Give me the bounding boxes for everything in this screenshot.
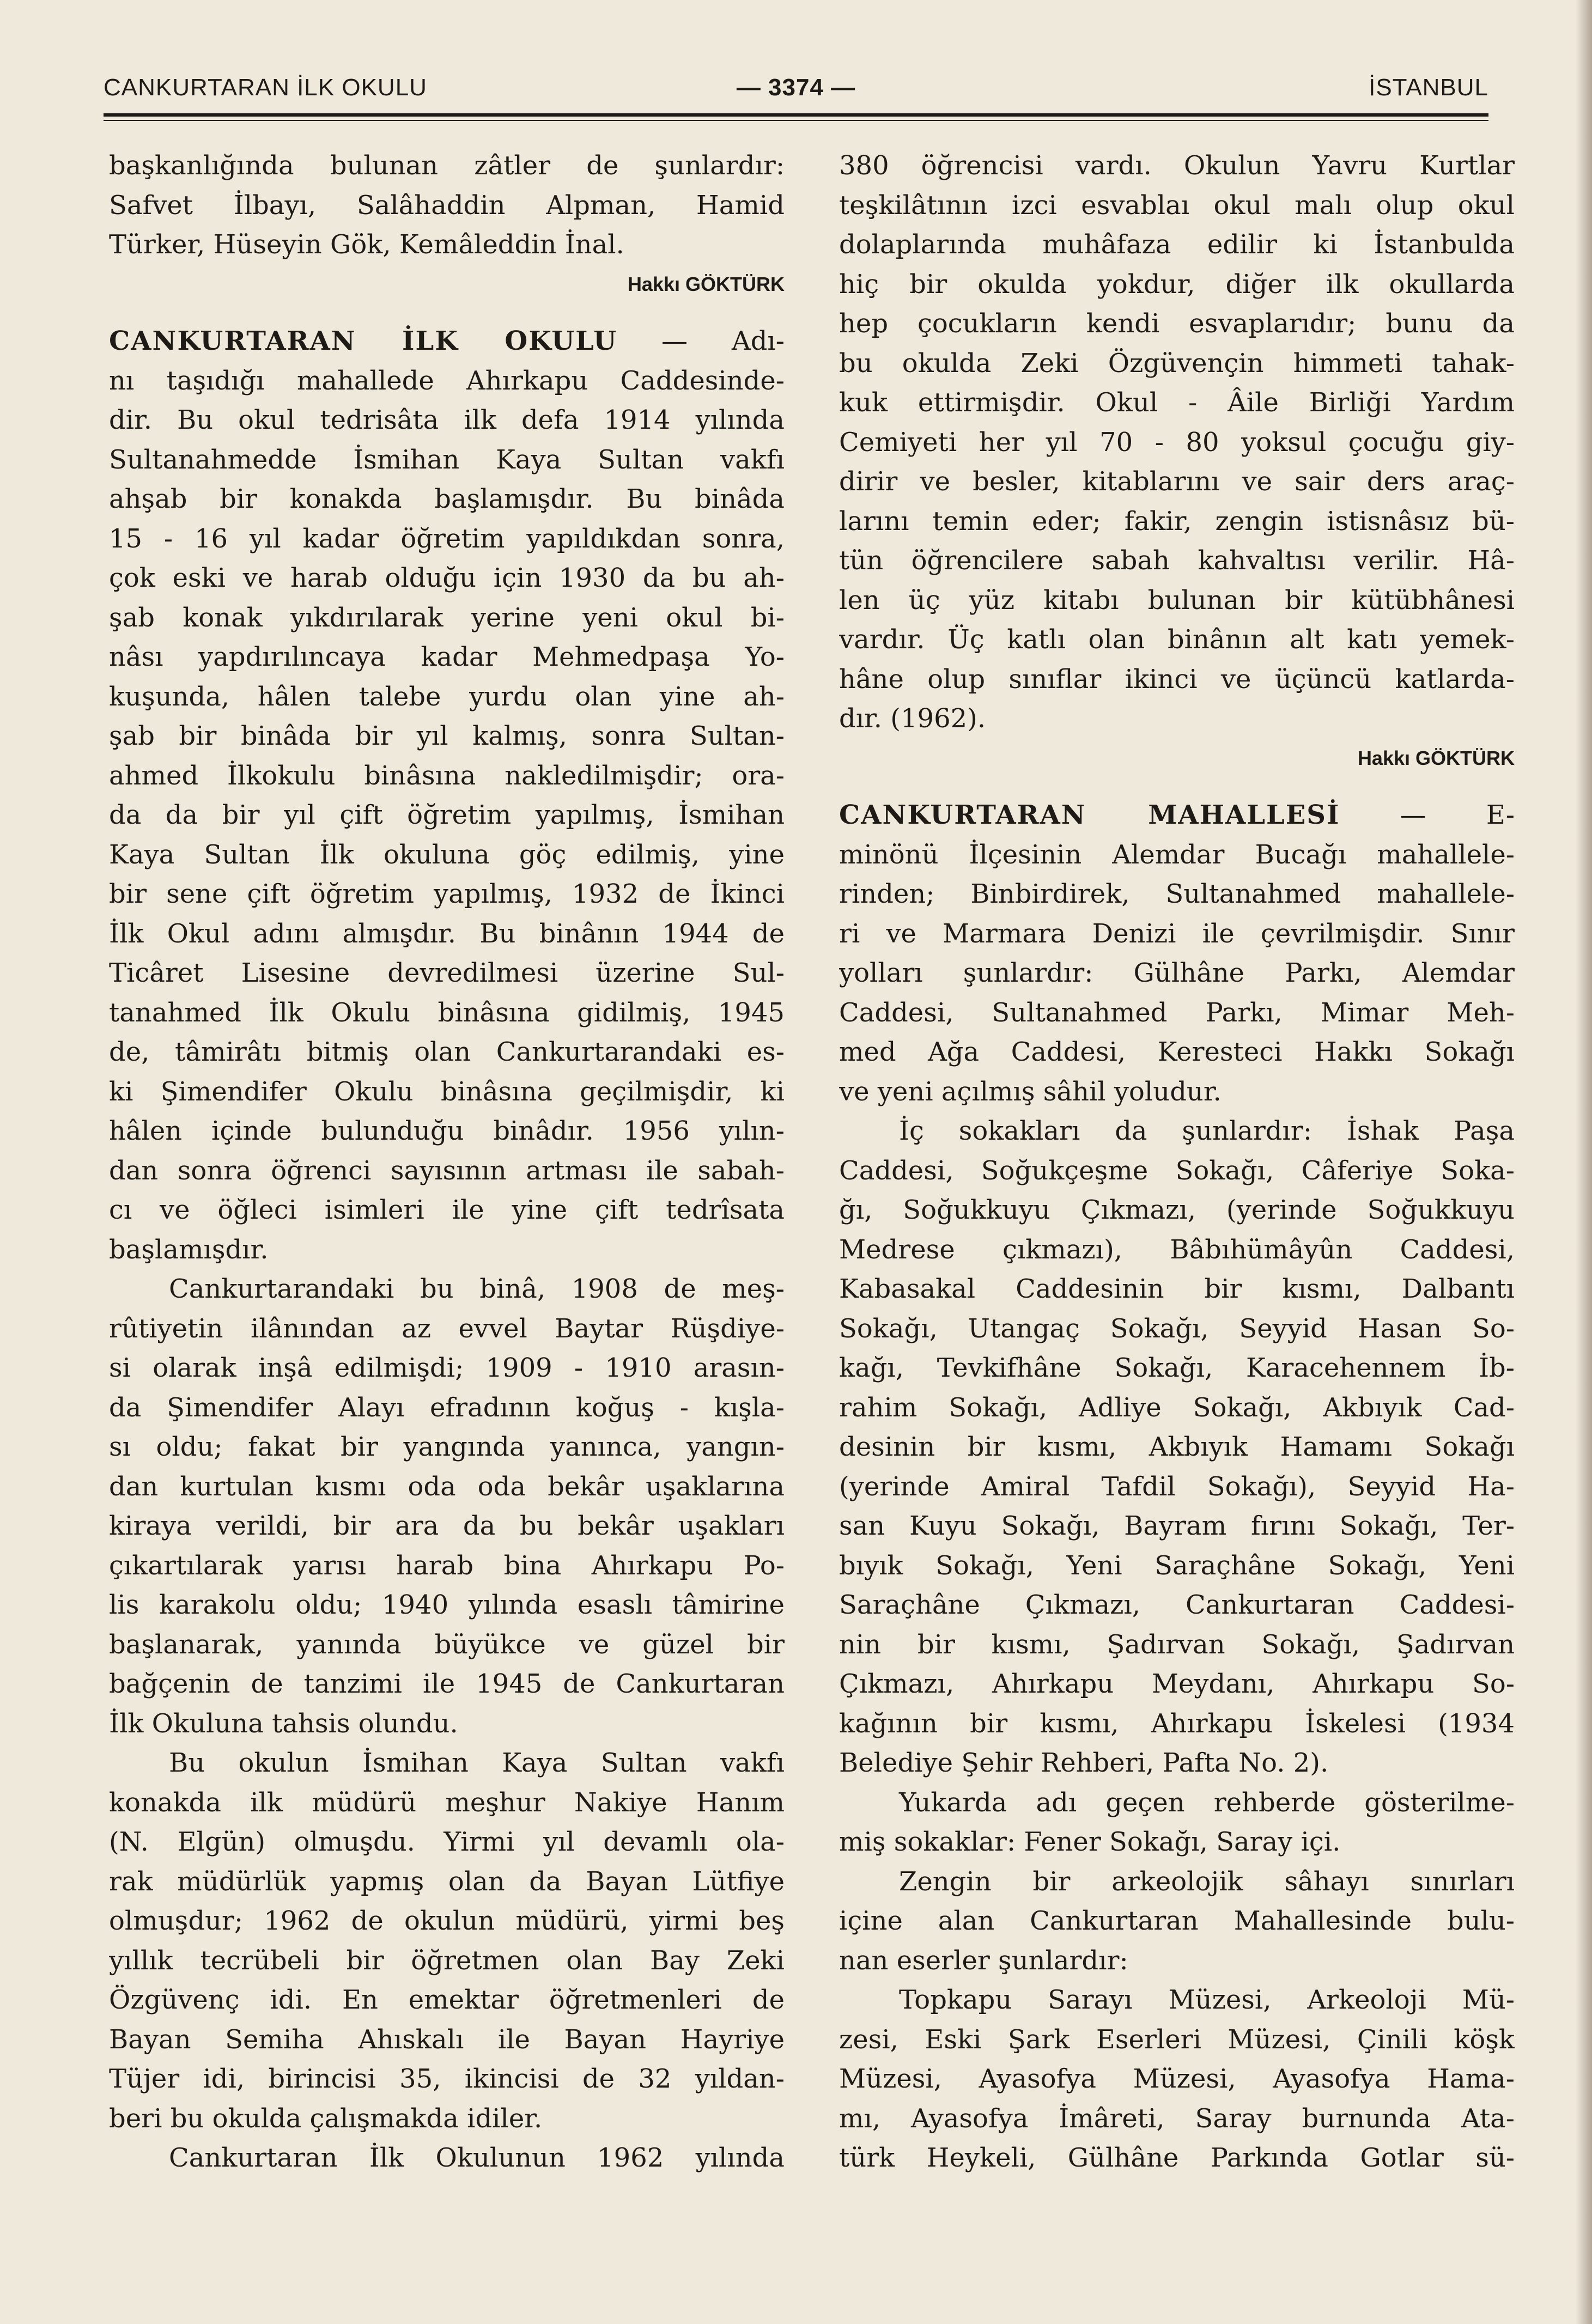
- text-line: 380 öğrencisi vardı. Okulun Yavru Kurtlar: [839, 150, 1515, 181]
- text-line: nâsı yapdırılıncaya kadar Mehmedpaşa Yo-: [109, 642, 785, 672]
- text-line: si olarak inşâ edilmişdi; 1909 - 1910 arasın-: [109, 1353, 785, 1383]
- text-line: rak müdürlük yapmış olan da Bayan Lütfiye: [109, 1866, 785, 1897]
- text-line: ki Şimendifer Okulu binâsına geçilmişdir, ki: [109, 1076, 785, 1107]
- text-line: Sokağı, Utangaç Sokağı, Seyyid Hasan So-: [839, 1313, 1515, 1344]
- text-line: 15 - 16 yıl kadar öğretim yapıldıkdan sonra,: [109, 523, 785, 554]
- text-line: hiç bir okulda yokdur, diğer ilk okullarda: [839, 269, 1515, 300]
- text-line: hâne olup sınıflar ikinci ve üçüncü katlarda-: [839, 664, 1515, 695]
- entry-heading-line: [109, 321, 785, 361]
- text-line: dan kurtulan kısmı oda oda bekâr uşaklarına: [109, 1471, 785, 1502]
- entry-heading-continuation: — Adı-: [661, 326, 785, 356]
- text-line: Ticâret Lisesine devredilmesi üzerine Sul-: [109, 958, 785, 988]
- header-city: İSTANBUL: [1369, 74, 1488, 101]
- text-line: Özgüvenç idi. En emektar öğretmenleri de: [109, 1985, 785, 2015]
- text-line: vardır. Üç katlı olan binânın alt katı yemek-: [839, 624, 1515, 655]
- left-column: [109, 146, 785, 2178]
- text-line: şab bir binâda bir yıl kalmış, sonra Sultan-: [109, 721, 785, 751]
- text-line: bağçenin de tanzimi ile 1945 de Cankurtaran: [109, 1669, 785, 1699]
- text-line: yolları şunlardır: Gülhâne Parkı, Alemdar: [839, 958, 1515, 988]
- text-line: (yerinde Amiral Tafdil Sokağı), Seyyid Ha-: [839, 1471, 1515, 1502]
- text-line: da Şimendifer Alayı efradının koğuş - kışla-: [109, 1392, 785, 1423]
- text-line: Topkapu Sarayı Müzesi, Arkeoloji Mü-: [899, 1985, 1515, 2015]
- text-line: kiraya verildi, bir ara da bu bekâr uşakları: [109, 1511, 785, 1541]
- text-line: ve yeni açılmış sâhil yoludur.: [839, 1076, 1222, 1107]
- text-line: Cankurtaran İlk Okulunun 1962 yılında: [169, 2143, 785, 2173]
- text-line: kağının bir kısmı, Ahırkapu İskelesi (1934: [839, 1708, 1515, 1739]
- text-line: (N. Elgün) olmuşdu. Yirmi yıl devamlı ola-: [109, 1827, 785, 1857]
- text-line: tanahmed İlk Okulu binâsına gidilmiş, 1945: [109, 997, 785, 1028]
- spacer: [109, 304, 785, 321]
- text-line: da da bir yıl çift öğretim yapılmış, İsmihan: [109, 800, 785, 830]
- text-line: Caddesi, Soğukçeşme Sokağı, Câferiye Soka-: [839, 1155, 1515, 1186]
- text-line: konakda ilk müdürü meşhur Nakiye Hanım: [109, 1787, 785, 1818]
- entry-heading: CANKURTARAN İLK OKULU: [109, 326, 618, 356]
- text-line: bir sene çift öğretim yapılmış, 1932 de İkinci: [109, 879, 785, 909]
- text-line: ri ve Marmara Denizi ile çevrilmişdir. Sınır: [839, 918, 1515, 949]
- text-line: başlamışdır.: [109, 1234, 269, 1265]
- text-line: Caddesi, Sultanahmed Parkı, Mimar Meh-: [839, 997, 1515, 1028]
- text-line: Zengin bir arkeolojik sâhayı sınırları: [899, 1866, 1515, 1897]
- text-line: şab konak yıkdırılarak yerine yeni okul bi-: [109, 602, 785, 633]
- text-line: nin bir kısmı, Şadırvan Sokağı, Şadırvan: [839, 1629, 1515, 1660]
- text-line: minönü İlçesinin Alemdar Bucağı mahallele-: [839, 839, 1515, 870]
- text-line: İlk Okul adını almışdır. Bu binânın 1944 de: [109, 918, 785, 949]
- text-line: çok eski ve harab olduğu için 1930 da bu ah-: [109, 563, 785, 593]
- author-signature: Hakkı GÖKTÜRK: [627, 272, 785, 295]
- entry-heading-line: [839, 795, 1515, 835]
- text-line: yıllık tecrübeli bir öğretmen olan Bay Zeki: [109, 1945, 785, 1976]
- spacer: [839, 778, 1515, 795]
- text-line: Yukarda adı geçen rehberde gösterilme-: [899, 1787, 1515, 1818]
- text-line: lis karakolu oldu; 1940 yılında esaslı tâmirine: [109, 1590, 785, 1620]
- text-line: hep çocukların kendi esvaplarıdır; bunu da: [839, 308, 1515, 339]
- text-line: başkanlığında bulunan zâtler de şunlardır:: [109, 150, 785, 181]
- text-line: ğı, Soğukkuyu Çıkmazı, (yerinde Soğukkuyu: [839, 1195, 1515, 1225]
- text-line: Safvet İlbayı, Salâhaddin Alpman, Hamid: [109, 190, 785, 221]
- text-line: içine alan Cankurtaran Mahallesinde bulu-: [839, 1906, 1515, 1936]
- text-line: len üç yüz kitabı bulunan bir kütübhânesi: [839, 585, 1515, 616]
- text-line: dirir ve besler, kitablarını ve sair ders araç-: [839, 466, 1515, 497]
- text-line: nı taşıdığı mahallede Ahırkapu Caddesinde-: [109, 365, 785, 396]
- text-line: san Kuyu Sokağı, Bayram fırını Sokağı, Ter-: [839, 1511, 1515, 1541]
- page-header: [104, 71, 1488, 114]
- text-line: başlanarak, yanında büyükce ve güzel bir: [109, 1629, 785, 1660]
- text-line: zesi, Eski Şark Eserleri Müzesi, Çinili köşk: [839, 2024, 1515, 2055]
- text-line: Kabasakal Caddesinin bir kısmı, Dalbantı: [839, 1274, 1515, 1304]
- text-line: rinden; Binbirdirek, Sultanahmed mahallele-: [839, 879, 1515, 909]
- text-line: kağı, Tevkifhâne Sokağı, Karacehennem İb-: [839, 1353, 1515, 1383]
- text-line: Çıkmazı, Ahırkapu Meydanı, Ahırkapu So-: [839, 1669, 1515, 1699]
- text-line: çıkartılarak yarısı harab bina Ahırkapu Po-: [109, 1550, 785, 1581]
- text-line: ahmed İlkokulu binâsına nakledilmişdir; ora-: [109, 760, 785, 791]
- page-number: — 3374 —: [736, 74, 856, 101]
- text-line: Cankurtarandaki bu binâ, 1908 de meş-: [169, 1274, 785, 1304]
- header-rule: [104, 113, 1488, 121]
- text-line: Saraçhâne Çıkmazı, Cankurtaran Caddesi-: [839, 1590, 1515, 1620]
- text-line: bu okulda Zeki Özgüvençin himmeti tahak-: [839, 348, 1515, 379]
- text-line: med Ağa Caddesi, Keresteci Hakkı Sokağı: [839, 1037, 1515, 1067]
- text-line: Cemiyeti her yıl 70 - 80 yoksul çocuğu giy-: [839, 427, 1515, 458]
- text-line: cı ve öğleci isimleri ile yine çift tedrîsata: [109, 1195, 785, 1225]
- text-line: olmuşdur; 1962 de okulun müdürü, yirmi beş: [109, 1906, 785, 1936]
- text-line: nan eserler şunlardır:: [839, 1945, 1128, 1976]
- text-line: desinin bir kısmı, Akbıyık Hamamı Sokağı: [839, 1432, 1515, 1462]
- text-line: tün öğrencilere sabah kahvaltısı verilir. Hâ-: [839, 545, 1515, 576]
- text-line: dolaplarında muhâfaza edilir ki İstanbulda: [839, 229, 1515, 260]
- text-line: dan sonra öğrenci sayısının artması ile sabah-: [109, 1155, 785, 1186]
- text-line: kuk ettirmişdir. Okul - Âile Birliği Yardım: [839, 387, 1515, 418]
- text-line: dir. Bu okul tedrisâta ilk defa 1914 yılında: [109, 405, 785, 435]
- text-line: Belediye Şehir Rehberi, Pafta No. 2).: [839, 1748, 1329, 1778]
- text-line: dır. (1962).: [839, 703, 986, 734]
- text-line: teşkilâtının izci esvablaı okul malı olup okul: [839, 190, 1515, 221]
- text-line: beri bu okulda çalışmakda idiler.: [109, 2103, 543, 2134]
- text-line: rûtiyetin ilânından az evvel Baytar Rüşdiye-: [109, 1313, 785, 1344]
- text-line: de, tâmirâtı bitmiş olan Cankurtarandaki es-: [109, 1037, 785, 1067]
- text-line: Tüjer idi, birincisi 35, ikincisi de 32 yıldan-: [109, 2064, 785, 2094]
- text-line: kuşunda, hâlen talebe yurdu olan yine ah-: [109, 681, 785, 712]
- text-line: miş sokaklar: Fener Sokağı, Saray içi.: [839, 1827, 1341, 1857]
- right-column: [839, 146, 1515, 2178]
- page-edge-shadow: [1576, 0, 1592, 2324]
- text-line: Bu okulun İsmihan Kaya Sultan vakfı: [169, 1748, 785, 1778]
- text-line: mı, Ayasofya İmâreti, Saray burnunda Ata-: [839, 2103, 1515, 2134]
- text-line: ahşab bir konakda başlamışdır. Bu binâda: [109, 484, 785, 514]
- text-line: Sultanahmedde İsmihan Kaya Sultan vakfı: [109, 444, 785, 475]
- header-school-name: CANKURTARAN İLK OKULU: [104, 74, 427, 101]
- text-line: İç sokakları da şunlardır: İshak Paşa: [899, 1116, 1515, 1146]
- entry-heading: CANKURTARAN MAHALLESİ: [839, 800, 1340, 830]
- text-line: türk Heykeli, Gülhâne Parkında Gotlar sü-: [839, 2143, 1515, 2173]
- text-line: bıyık Sokağı, Yeni Saraçhâne Sokağı, Yeni: [839, 1550, 1515, 1581]
- text-line: larını temin eder; fakir, zengin istisnâsız bü-: [839, 506, 1515, 537]
- text-line: İlk Okuluna tahsis olundu.: [109, 1708, 458, 1739]
- text-line: Kaya Sultan İlk okuluna göç edilmiş, yine: [109, 839, 785, 870]
- text-line: hâlen içinde bulunduğu binâdır. 1956 yılın-: [109, 1116, 785, 1146]
- text-line: Müzesi, Ayasofya Müzesi, Ayasofya Hama-: [839, 2064, 1515, 2094]
- text-line: Bayan Semiha Ahıskalı ile Bayan Hayriye: [109, 2024, 785, 2055]
- text-line: sı oldu; fakat bir yangında yanınca, yangın-: [109, 1432, 785, 1462]
- text-line: Türker, Hüseyin Gök, Kemâleddin İnal.: [109, 229, 624, 260]
- text-line: Medrese çıkmazı), Bâbıhümâyûn Caddesi,: [839, 1234, 1515, 1265]
- text-line: rahim Sokağı, Adliye Sokağı, Akbıyık Cad-: [839, 1392, 1515, 1423]
- entry-heading-continuation: — E-: [1400, 800, 1515, 830]
- author-signature: Hakkı GÖKTÜRK: [1357, 746, 1515, 769]
